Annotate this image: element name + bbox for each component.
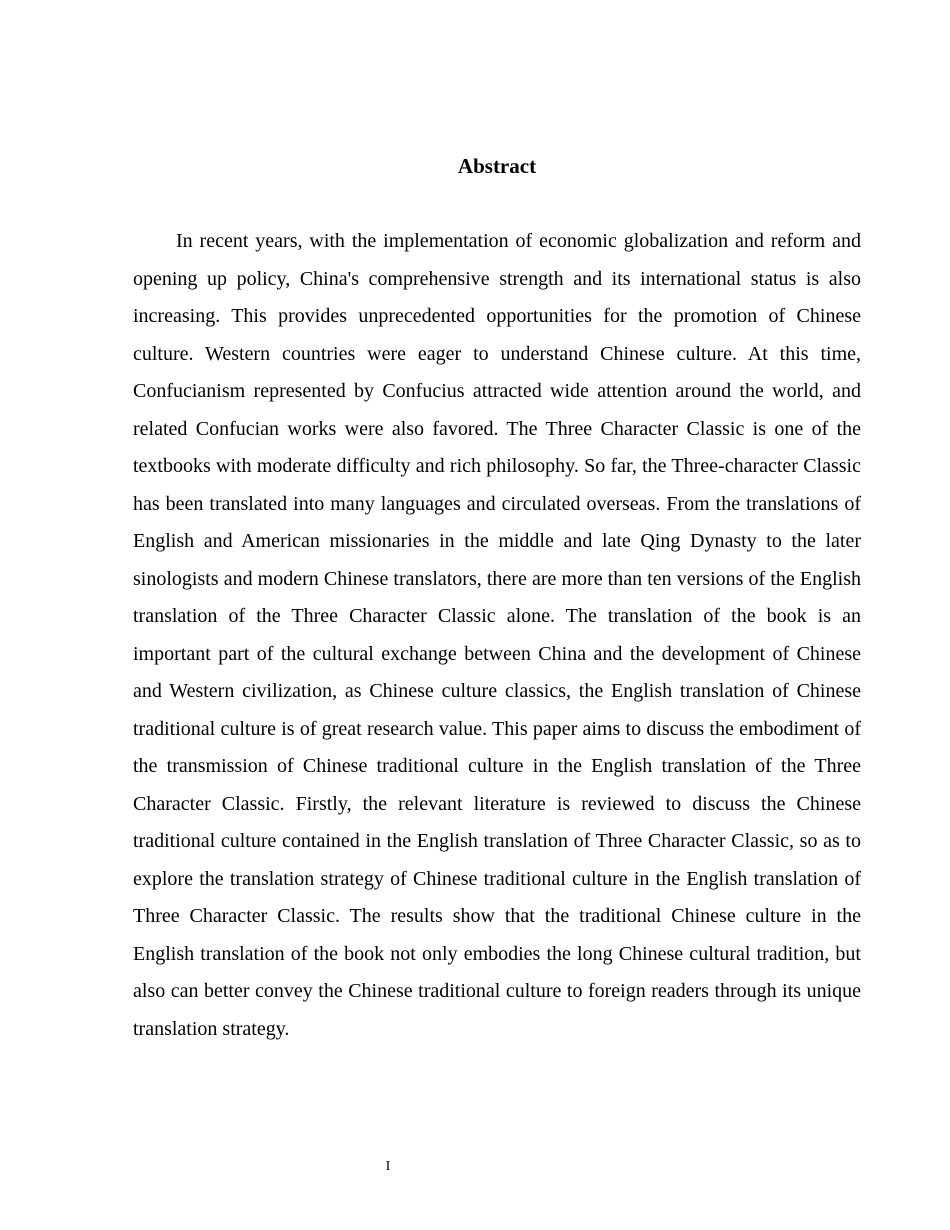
- abstract-title: Abstract: [457, 154, 537, 178]
- page-number: I: [385, 1159, 391, 1174]
- abstract-body: In recent years, with the implementation of economic globalization and reform and opening up policy, China's comprehensive strength and its international status is also increasing. This provides unprecedented opportunities for the promotion of Chinese culture. Western countries were eager to understand Chinese culture. At this time, Confucianism represented by Confucius attracted wide attention around the world, and related Confucian works were also favored. The Three Character Classic is one of the textbooks with moderate difficulty and rich philosophy. So far, the Three-character Classic has been translated into many languages and circulated overseas. From the translations of English and American missionaries in the middle and late Qing Dynasty to the later sinologists and modern Chinese translators, there are more than ten versions of the English translation of the Three Character Classic alone. The translation of the book is an important part of the cultural exchange between China and the development of Chinese and Western civilization, as Chinese culture classics, the English translation of Chinese traditional culture is of great research value. This paper aims to discuss the embodiment of the transmission of Chinese traditional culture in the English translation of the Three Character Classic. Firstly, the relevant literature is reviewed to discuss the Chinese traditional culture contained in the English translation of Three Character Classic, so as to explore the translation strategy of Chinese traditional culture in the English translation of Three Character Classic. The results show that the traditional Chinese culture in the English translation of the book not only embodies the long Chinese cultural tradition, but also can better convey the Chinese traditional culture to foreign readers through its unique translation strategy.: [133, 230, 861, 1040]
